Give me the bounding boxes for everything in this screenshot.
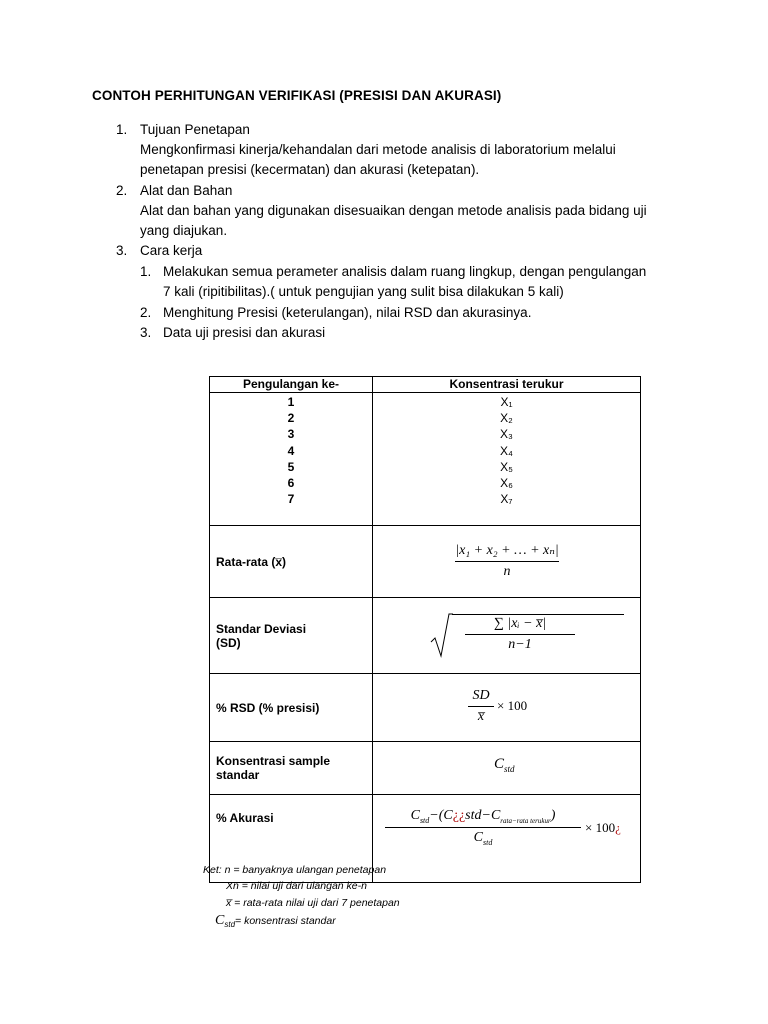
sqrt-sign-icon: [429, 612, 453, 658]
sd-denominator: n−1: [508, 637, 532, 652]
rsd-numerator: SD: [472, 688, 490, 703]
measurement-value: X₃: [500, 427, 513, 442]
measurement-value: X₄: [500, 443, 513, 458]
repetition-value: 3: [287, 427, 295, 442]
rsd-denominator: x̅: [477, 709, 485, 724]
accuracy-denominator: $C_{std}$: [473, 829, 493, 847]
rsd-formula: [373, 674, 641, 742]
header-repetition: Pengulangan ke-: [210, 377, 373, 393]
rsd-multiplier: × 100: [497, 698, 528, 713]
step-text: Menghitung Presisi (keterulangan), nilai RSD dan akurasinya.: [163, 305, 532, 320]
standard-label: Konsentrasi sample: [216, 754, 331, 768]
note-mean: x̅ = rata-rata nilai uji dari 7 penetapan: [226, 897, 400, 909]
accuracy-numerator: $C_{std}-(C¿¿std-C_{rata-rata terukur})$: [410, 808, 556, 825]
row-label-standard: [210, 742, 373, 795]
mean-formula: [373, 526, 641, 598]
row-label-sd: [210, 598, 373, 674]
step-text: Melakukan semua perameter analisis dalam ruang lingkup, dengan pengulangan: [163, 264, 647, 279]
mean-label: Rata-rata (x̅): [216, 554, 287, 569]
row-label-rsd: [210, 674, 373, 742]
measurement-value: X₇: [500, 492, 513, 507]
accuracy-label: % Akurasi: [216, 811, 274, 825]
row-label-mean: [210, 526, 373, 598]
note-xn: Xn = nilai uji dari ulangan ke-n: [226, 880, 367, 892]
standard-formula: [373, 742, 641, 795]
section-text: penetapan presisi (kecermatan) dan akurasi (ketepatan).: [140, 162, 480, 177]
repetition-value: 4: [287, 443, 295, 458]
sd-label-abbr: (SD): [216, 635, 241, 650]
section-text: Alat dan bahan yang digunakan disesuaikan dengan metode analisis pada bidang uji: [140, 203, 647, 218]
sd-formula: [373, 598, 641, 674]
precision-accuracy-table: [209, 376, 641, 883]
mean-numerator: |x₁ + x₂ + … + xₙ|: [455, 543, 559, 558]
header-concentration: Konsentrasi terukur: [373, 377, 641, 393]
step-text: 7 kali (ripitibilitas).( untuk pengujian yang sulit bisa dilakukan 5 kali): [163, 284, 564, 299]
step-text: Data uji presisi dan akurasi: [163, 325, 326, 340]
step-number: 1.: [140, 264, 152, 279]
sd-label: Standar Deviasi: [216, 621, 307, 636]
sd-numerator: ∑ |xᵢ − x̅|: [493, 616, 547, 631]
rsd-label: % RSD (% presisi): [216, 700, 320, 715]
repetition-list: [210, 393, 373, 526]
repetition-value: 6: [287, 476, 295, 491]
measurement-value: X₁: [500, 395, 513, 409]
step-number: 2.: [140, 305, 152, 320]
mean-denominator: n: [503, 564, 511, 579]
repetition-value: 1: [287, 395, 295, 409]
section-heading: Tujuan Penetapan: [140, 122, 250, 137]
measurement-list: [373, 393, 641, 526]
page-title: CONTOH PERHITUNGAN VERIFIKASI (PRESISI DAN AKURASI): [92, 88, 502, 103]
note-cstd: $C_{std}=$ konsentrasi standar: [215, 913, 336, 930]
section-number: 2.: [116, 183, 128, 198]
section-heading: Cara kerja: [140, 243, 203, 258]
section-text: Mengkonfirmasi kinerja/kehandalan dari metode analisis di laboratorium melalui: [140, 142, 616, 157]
cstd-symbol: C: [494, 756, 505, 772]
measurement-value: X₅: [500, 459, 513, 474]
repetition-value: 7: [287, 492, 295, 507]
accuracy-formula: [373, 795, 641, 883]
section-number: 1.: [116, 122, 128, 137]
section-heading: Alat dan Bahan: [140, 183, 233, 198]
section-number: 3.: [116, 243, 128, 258]
accuracy-multiplier: × 100¿: [585, 820, 621, 835]
repetition-value: 5: [287, 459, 295, 474]
note-n: Ket: n = banyaknya ulangan penetapan: [203, 864, 387, 876]
cstd-subscript: std: [504, 764, 515, 774]
standard-label-line2: standar: [216, 768, 260, 782]
repetition-value: 2: [287, 411, 295, 426]
section-text: yang diajukan.: [140, 223, 228, 238]
measurement-value: X₆: [500, 476, 513, 491]
step-number: 3.: [140, 325, 152, 340]
measurement-value: X₂: [500, 411, 513, 426]
